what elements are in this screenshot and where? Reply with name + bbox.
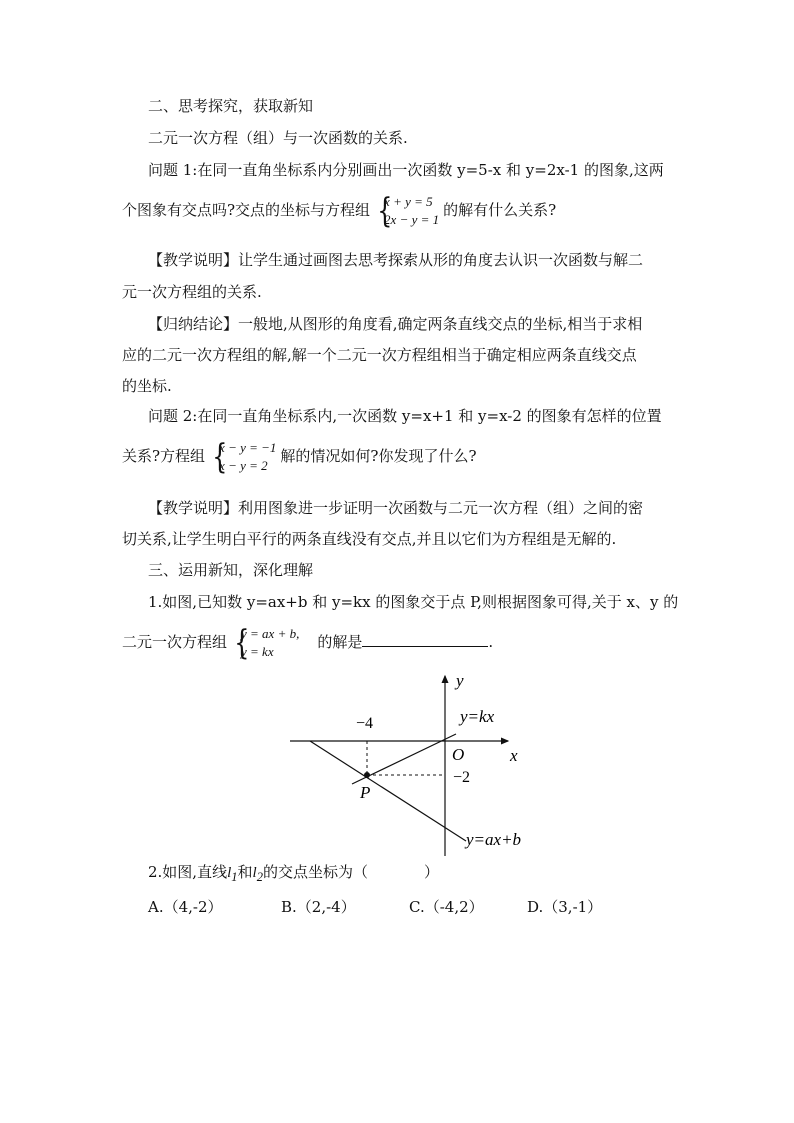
question2-text-pre: 关系?方程组 <box>122 447 206 465</box>
answer-blank[interactable] <box>362 632 488 647</box>
line-label-axb: y=ax+b <box>466 830 522 849</box>
option-c: C.（-4,2） <box>409 898 484 916</box>
exercise2-close: ） <box>423 863 439 881</box>
question1-text-post: 的解有什么关系? <box>443 201 557 219</box>
tick-label-x: −4 <box>356 715 374 732</box>
origin-label: O <box>452 745 465 764</box>
conclusion-line2: 应的二元一次方程组的解,解一个二元一次方程组相当于确定相应两条直线交点 <box>122 346 637 364</box>
line-l1: $l_1$ <box>227 865 238 884</box>
tick-label-y: −2 <box>453 769 471 786</box>
line-l2: $l_2$ <box>252 865 263 884</box>
function-graph-figure <box>280 668 570 858</box>
equation-row: y = kx <box>241 644 274 659</box>
exercise1-text-post: 的解是 <box>317 633 363 651</box>
question2-line2 <box>122 436 477 476</box>
exercise1-text-pre: 二元一次方程组 <box>122 633 228 651</box>
option-d: D.（3,-1） <box>527 898 603 916</box>
teaching-note1-line1: 【教学说明】让学生通过画图去思考探索从形的角度去认识一次函数与解二 <box>148 251 644 269</box>
brace-icon: { <box>377 191 393 231</box>
equation-row: x + y = 5 <box>384 194 433 209</box>
equation-system-3 <box>231 625 299 661</box>
equation-system-2 <box>209 439 276 475</box>
option-b: B.（2,-4） <box>281 898 356 916</box>
exercise2-text-mid: 和 <box>237 863 253 881</box>
conclusion-line1: 【归纳结论】一般地,从图形的角度看,确定两条直线交点的坐标,相当于求相 <box>148 315 643 333</box>
equation-row: x − y = 2 <box>219 458 268 473</box>
intersection-point <box>364 772 370 778</box>
conclusion-line3: 的坐标. <box>122 377 172 395</box>
y-axis-label: y <box>456 671 464 690</box>
brace-icon: { <box>234 623 250 663</box>
point-label: P <box>360 783 371 802</box>
x-axis-label: x <box>510 746 518 765</box>
equation-system-1 <box>374 193 439 229</box>
topic-line: 二元一次方程（组）与一次函数的关系. <box>148 129 408 147</box>
exercise1-period: . <box>488 633 494 651</box>
question1-line1: 问题 1:在同一直角坐标系内分别画出一次函数 y=5-x 和 y=2x-1 的图象,这两 <box>148 161 664 179</box>
question1-text-pre: 个图象有交点吗?交点的坐标与方程组 <box>122 201 371 219</box>
section-heading-2: 二、思考探究，获取新知 <box>148 97 314 115</box>
exercise2-text-post: 的交点坐标为（ <box>262 863 368 881</box>
question2-line1: 问题 2:在同一直角坐标系内,一次函数 y=x+1 和 y=x-2 的图象有怎样的位置 <box>148 407 662 425</box>
line-ax-plus-b <box>310 741 466 841</box>
question2-text-post: 解的情况如何?你发现了什么? <box>280 447 477 465</box>
equation-row: x − y = −1 <box>219 440 277 455</box>
teaching-note1-line2: 元一次方程组的关系. <box>122 283 262 301</box>
teaching-note2-line1: 【教学说明】利用图象进一步证明一次函数与二元一次方程（组）之间的密 <box>148 499 644 517</box>
option-a: A.（4,-2） <box>148 898 223 916</box>
exercise1-line2 <box>122 622 493 662</box>
teaching-note2-line2: 切关系,让学生明白平行的两条直线没有交点,并且以它们为方程组是无解的. <box>122 530 617 548</box>
brace-icon: { <box>212 437 228 477</box>
equation-row: y = ax + b, <box>241 626 300 641</box>
line-label-kx: y=kx <box>460 707 495 726</box>
equation-row: 2x − y = 1 <box>384 212 440 227</box>
section-heading-3: 三、运用新知，深化理解 <box>148 561 314 579</box>
exercise2-text-pre: 2.如图,直线 <box>148 863 228 881</box>
exercise2-line <box>148 862 439 887</box>
exercise1-line1: 1.如图,已知数 y=ax+b 和 y=kx 的图象交于点 P,则根据图象可得,关于 x、y 的 <box>148 593 679 611</box>
question1-line2 <box>122 190 556 230</box>
